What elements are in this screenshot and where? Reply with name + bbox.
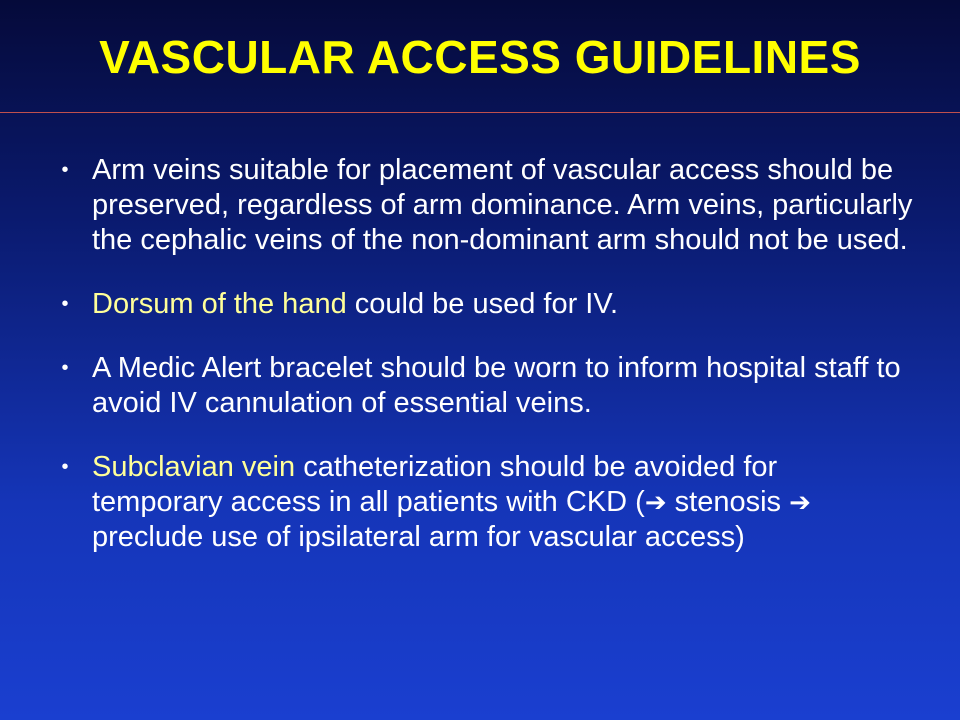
slide-title: VASCULAR ACCESS GUIDELINES <box>99 31 861 83</box>
arrow-right-icon: ➔ <box>789 487 811 517</box>
bullet-highlight: Subclavian vein <box>92 451 296 483</box>
bullet-icon: • <box>61 293 69 315</box>
bullet-item-arm-veins <box>55 153 915 258</box>
bullet-icon: • <box>61 456 69 478</box>
bullet-highlight: Dorsum of the hand <box>92 288 347 320</box>
bullet-item-medic-alert <box>55 351 915 421</box>
bullet-text: Arm veins suitable for placement of vascular access should be preserved, regardless of arm dominance. Arm veins, particularly the cephalic veins of the non-dominant arm should not be used. <box>92 154 913 256</box>
bullet-icon: • <box>61 159 69 181</box>
bullet-list <box>55 153 915 584</box>
bullet-text: catheterization should be avoided for temporary access in all patients with CKD ( <box>92 451 778 518</box>
bullet-item-dorsum <box>55 287 915 322</box>
bullet-text: stenosis <box>666 486 790 518</box>
arrow-right-icon: ➔ <box>644 487 667 517</box>
title-divider <box>0 112 960 113</box>
bullet-text: A Medic Alert bracelet should be worn to inform hospital staff to avoid IV cannulation of essential veins. <box>92 352 901 419</box>
bullet-text: could be used for IV. <box>346 288 619 320</box>
bullet-text: preclude use of ipsilateral arm for vascular access) <box>92 521 745 553</box>
bullet-item-subclavian <box>55 450 915 555</box>
bullet-icon: • <box>61 357 69 379</box>
